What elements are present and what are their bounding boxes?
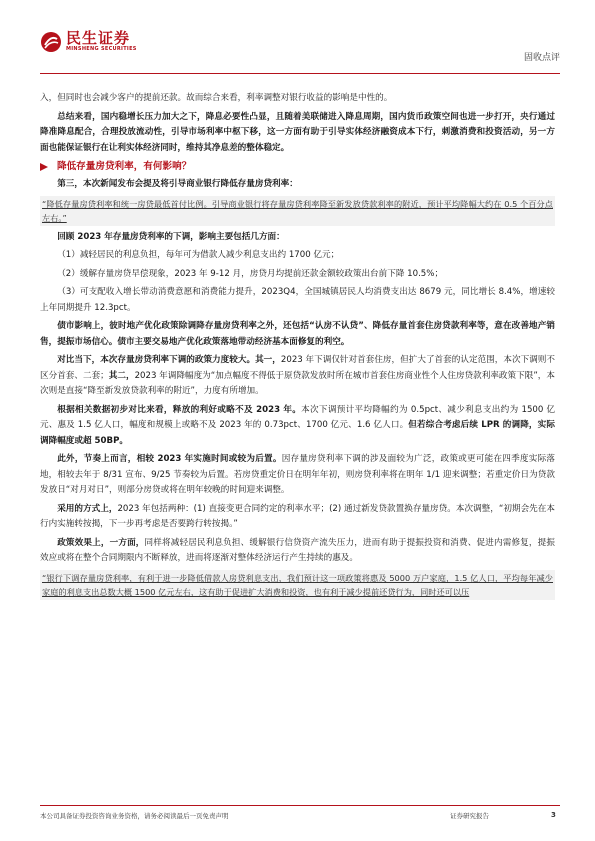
method-text: 2023 年包括两种：(1) 直接变更合同约定的利率水平；(2) 通过新发贷款置换存量房贷。本次调整，“初期会先在本行内实施转按揭，下一步再考虑是否要跨行转按揭。” <box>40 503 555 529</box>
timing-text: 因存量房贷利率下调的涉及面较为广泛，政策或更可能在四季度实际落地，相较去年于 8/31 宣布、9/25 节奏较为后置。若房贷重定价日在明年年初，则房贷利率将在明年 1/1 迎来调整；若重定价日为贷款发放日“对月对日”，则部分房贷或将在明年较晚的时间迎来调整。 <box>40 454 555 495</box>
section-heading <box>40 159 555 175</box>
logo-chinese-name: 民生证券 <box>66 29 131 47</box>
comparison-point-2: 其二， <box>108 370 135 381</box>
footer-divider <box>40 805 560 806</box>
company-logo <box>40 30 137 53</box>
paragraph-point-1: （1）减轻居民的利息负担，每年可为借款人减少利息支出约 1700 亿元； <box>57 250 340 260</box>
paragraph-summary: 总结来看，国内稳增长压力加大之下，降息必要性凸显，且随着美联储进入降息周期，国内货币政策空间也进一步打开，央行通过降准降息配合，合理投放流动性，引导市场利率中枢下移，这一方面有助于引导实体经济融资成本下行，刺激消费和投资活动，另一方面也能保证银行在让利实体经济同时，维持其净息差的整体稳定。 <box>40 111 555 153</box>
footer-report-label: 证券研究报告 <box>450 812 489 820</box>
page-number: 3 <box>551 811 556 819</box>
paragraph-point-3: （3）可支配收入增长带动消费意愿和消费能力提升，2023Q4，全国城镇居民人均消费支出达 8679 元，同比增长 8.4%，增速较上年同期提升 12.3pct。 <box>40 287 555 313</box>
effect-text: 同样将减轻居民利息负担、缓解银行信贷资产流失压力，进而有助于提振投资和消费、促进内需修复，提振效应或将在整个合同期限内不断释放，进而将逐渐对整体经济运行产生持续的惠及。 <box>40 537 555 563</box>
logo-english-name: MINSHENG SECURITIES <box>66 46 137 52</box>
method-lead: 采用的方式上， <box>57 503 118 514</box>
data-comparison-lead: 根据相关数据初步对比来看，释放的利好或略不及 2023 年。 <box>57 404 302 415</box>
header-divider <box>40 73 560 74</box>
paragraph-method <box>40 502 555 533</box>
paragraph-effect <box>40 536 555 567</box>
page-header <box>40 30 560 70</box>
report-type-label: 固收点评 <box>523 53 560 63</box>
section-heading-text: 降低存量房贷利率，有何影响？ <box>57 161 192 172</box>
footer-disclaimer: 本公司具备证券投资咨询业务资格，请务必阅读最后一页免责声明 <box>40 812 229 820</box>
comparison-lead: 对比当下，本次存量房贷利率下调的政策力度较大。其一， <box>57 355 281 365</box>
paragraph-point-2: （2）缓解存量房贷早偿现象，2023 年 9-12 月，房贷月均提前还款金额较政策出台前下降 10.5%； <box>57 268 444 279</box>
quote-text: “降低存量房贷利率和统一房贷最低首付比例。引导商业银行将存量房贷利率降至新发放贷款利率的附近，预计平均降幅大约在 0.5 个百分点左右。” <box>42 198 553 223</box>
logo-mark-icon <box>40 31 62 53</box>
arrow-right-icon <box>40 163 48 171</box>
paragraph-data-comparison <box>40 403 555 450</box>
quote-block-effect <box>40 570 555 600</box>
paragraph-bond-impact: 债市影响上，彼时地产优化政策除调降存量房贷利率之外，还包括“认房不认贷”、降低存量首套住房贷款利率等，意在改善地产销售，提振市场信心。债市主要交易地产优化政策落地带动经济基本面修复的利空。 <box>40 321 555 347</box>
paragraph-continuation: 入，但同时也会减少客户的提前还款。故而综合来看，利率调整对银行收益的影响是中性的。 <box>40 93 393 103</box>
comparison-text-2: 2023 年调降幅度为“加点幅度不得低于原贷款发放时所在城市首套住房商业性个人住房贷款利率政策下限”，本次则是直接“降至新发放贷款利率的附近”，力度有所增加。 <box>40 370 555 396</box>
comparison-text-1: 2023 年下调仅针对首套住房，但扩大了首套的认定范围，本次下调则不区分首套、二套； <box>40 355 555 381</box>
data-comparison-text: 本次下调预计平均降幅约为 0.5pct、减少利息支出约为 1500 亿元、惠及 1.5 亿人口，幅度和规模上或略不及 2023 年的 0.73pct、1700 亿元、1.6 亿人口。 <box>40 404 555 430</box>
report-body <box>40 91 555 604</box>
effect-lead: 政策效果上，一方面， <box>57 537 145 548</box>
paragraph-third-point: 第三，本次新闻发布会提及将引导商业银行降低存量房贷利率： <box>57 179 298 189</box>
timing-lead: 此外，节奏上而言，相较 2023 年实施时间或较为后置。 <box>57 454 282 464</box>
quote-block-announcement <box>40 196 555 226</box>
quote-text: “银行下调存量房贷利率，有利于进一步降低借款人房贷利息支出，我们预计这一项政策将惠及 5000 万户家庭，1.5 亿人口，平均每年减少家庭的利息支出总数大概 1500 亿元左右，这有助于促进扩大消费和投资，也有利于减少提前还贷行为，同时还可以压 <box>42 572 553 597</box>
paragraph-timing <box>40 452 555 499</box>
paragraph-2023-review: 回顾 2023 年存量房贷利率的下调，影响主要包括几方面： <box>57 231 285 242</box>
paragraph-comparison <box>40 353 555 400</box>
data-comparison-conclusion: 但若综合考虑后续 LPR 的调降，实际调降幅度或超 50BP。 <box>40 420 555 446</box>
